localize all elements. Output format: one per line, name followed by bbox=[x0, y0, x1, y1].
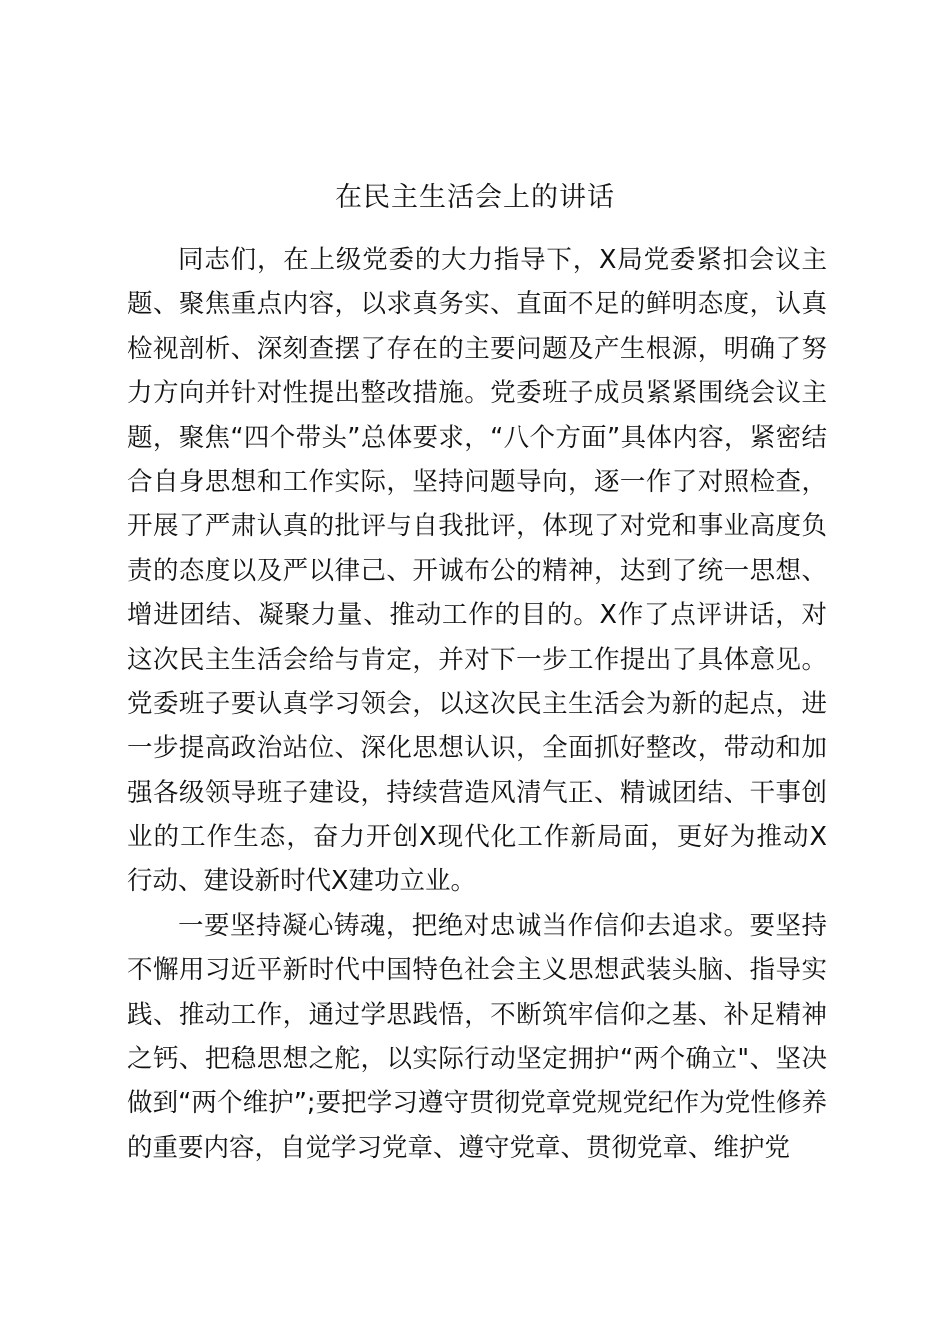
text-line: 强各级领导班子建设，持续营造风清气正、精诚团结、干事创 bbox=[127, 777, 827, 808]
paragraph-1 bbox=[127, 238, 827, 904]
text-line: 业的工作生态，奋力开创X现代化工作新局面，更好为推动X bbox=[127, 822, 827, 853]
text-line: 题、聚焦重点内容，以求真务实、直面不足的鲜明态度，认真 bbox=[127, 289, 827, 320]
text-line: 不懈用习近平新时代中国特色社会主义思想武装头脑、指导实 bbox=[127, 955, 827, 986]
paragraph-2 bbox=[127, 904, 827, 1170]
text-line: 合自身思想和工作实际，坚持问题导向，逐一作了对照检查， bbox=[127, 466, 827, 497]
text-line: 一步提高政治站位、深化思想认识，全面抓好整改，带动和加 bbox=[127, 733, 827, 764]
text-line: 之钙、把稳思想之舵，以实际行动坚定拥护“两个确立"、坚决 bbox=[127, 1044, 827, 1075]
text-line: 行动、建设新时代X建功立业。 bbox=[127, 866, 476, 897]
document-title: 在民主生活会上的讲话 bbox=[335, 182, 615, 213]
text-line: 践、推动工作，通过学思践悟，不断筑牢信仰之基、补足精神 bbox=[127, 999, 827, 1030]
text-line: 同志们，在上级党委的大力指导下，X局党委紧扣会议主 bbox=[178, 245, 827, 275]
text-line: 的重要内容，自觉学习党章、遵守党章、贯彻党章、维护党 bbox=[127, 1132, 791, 1163]
text-line: 开展了严肃认真的批评与自我批评，体现了对党和事业高度负 bbox=[127, 511, 827, 542]
text-line: 力方向并针对性提出整改措施。党委班子成员紧紧围绕会议主 bbox=[127, 378, 827, 409]
text-line: 责的态度以及严以律己、开诚布公的精神，达到了统一思想、 bbox=[127, 555, 827, 586]
document-body bbox=[127, 238, 827, 1170]
text-line: 检视剖析、深刻查摆了存在的主要问题及产生根源，明确了努 bbox=[127, 333, 827, 364]
text-line: 题，聚焦“四个带头”总体要求，“八个方面”具体内容，紧密结 bbox=[127, 422, 827, 453]
text-line: 党委班子要认真学习领会，以这次民主生活会为新的起点，进 bbox=[127, 688, 827, 719]
text-line: 做到“两个维护”;要把学习遵守贯彻党章党规党纪作为党性修养 bbox=[127, 1088, 827, 1119]
text-line: 这次民主生活会给与肯定，并对下一步工作提出了具体意见。 bbox=[127, 644, 827, 675]
text-line: 一要坚持凝心铸魂，把绝对忠诚当作信仰去追求。要坚持 bbox=[178, 910, 827, 941]
text-line: 增进团结、凝聚力量、推动工作的目的。X作了点评讲话，对 bbox=[127, 600, 827, 631]
